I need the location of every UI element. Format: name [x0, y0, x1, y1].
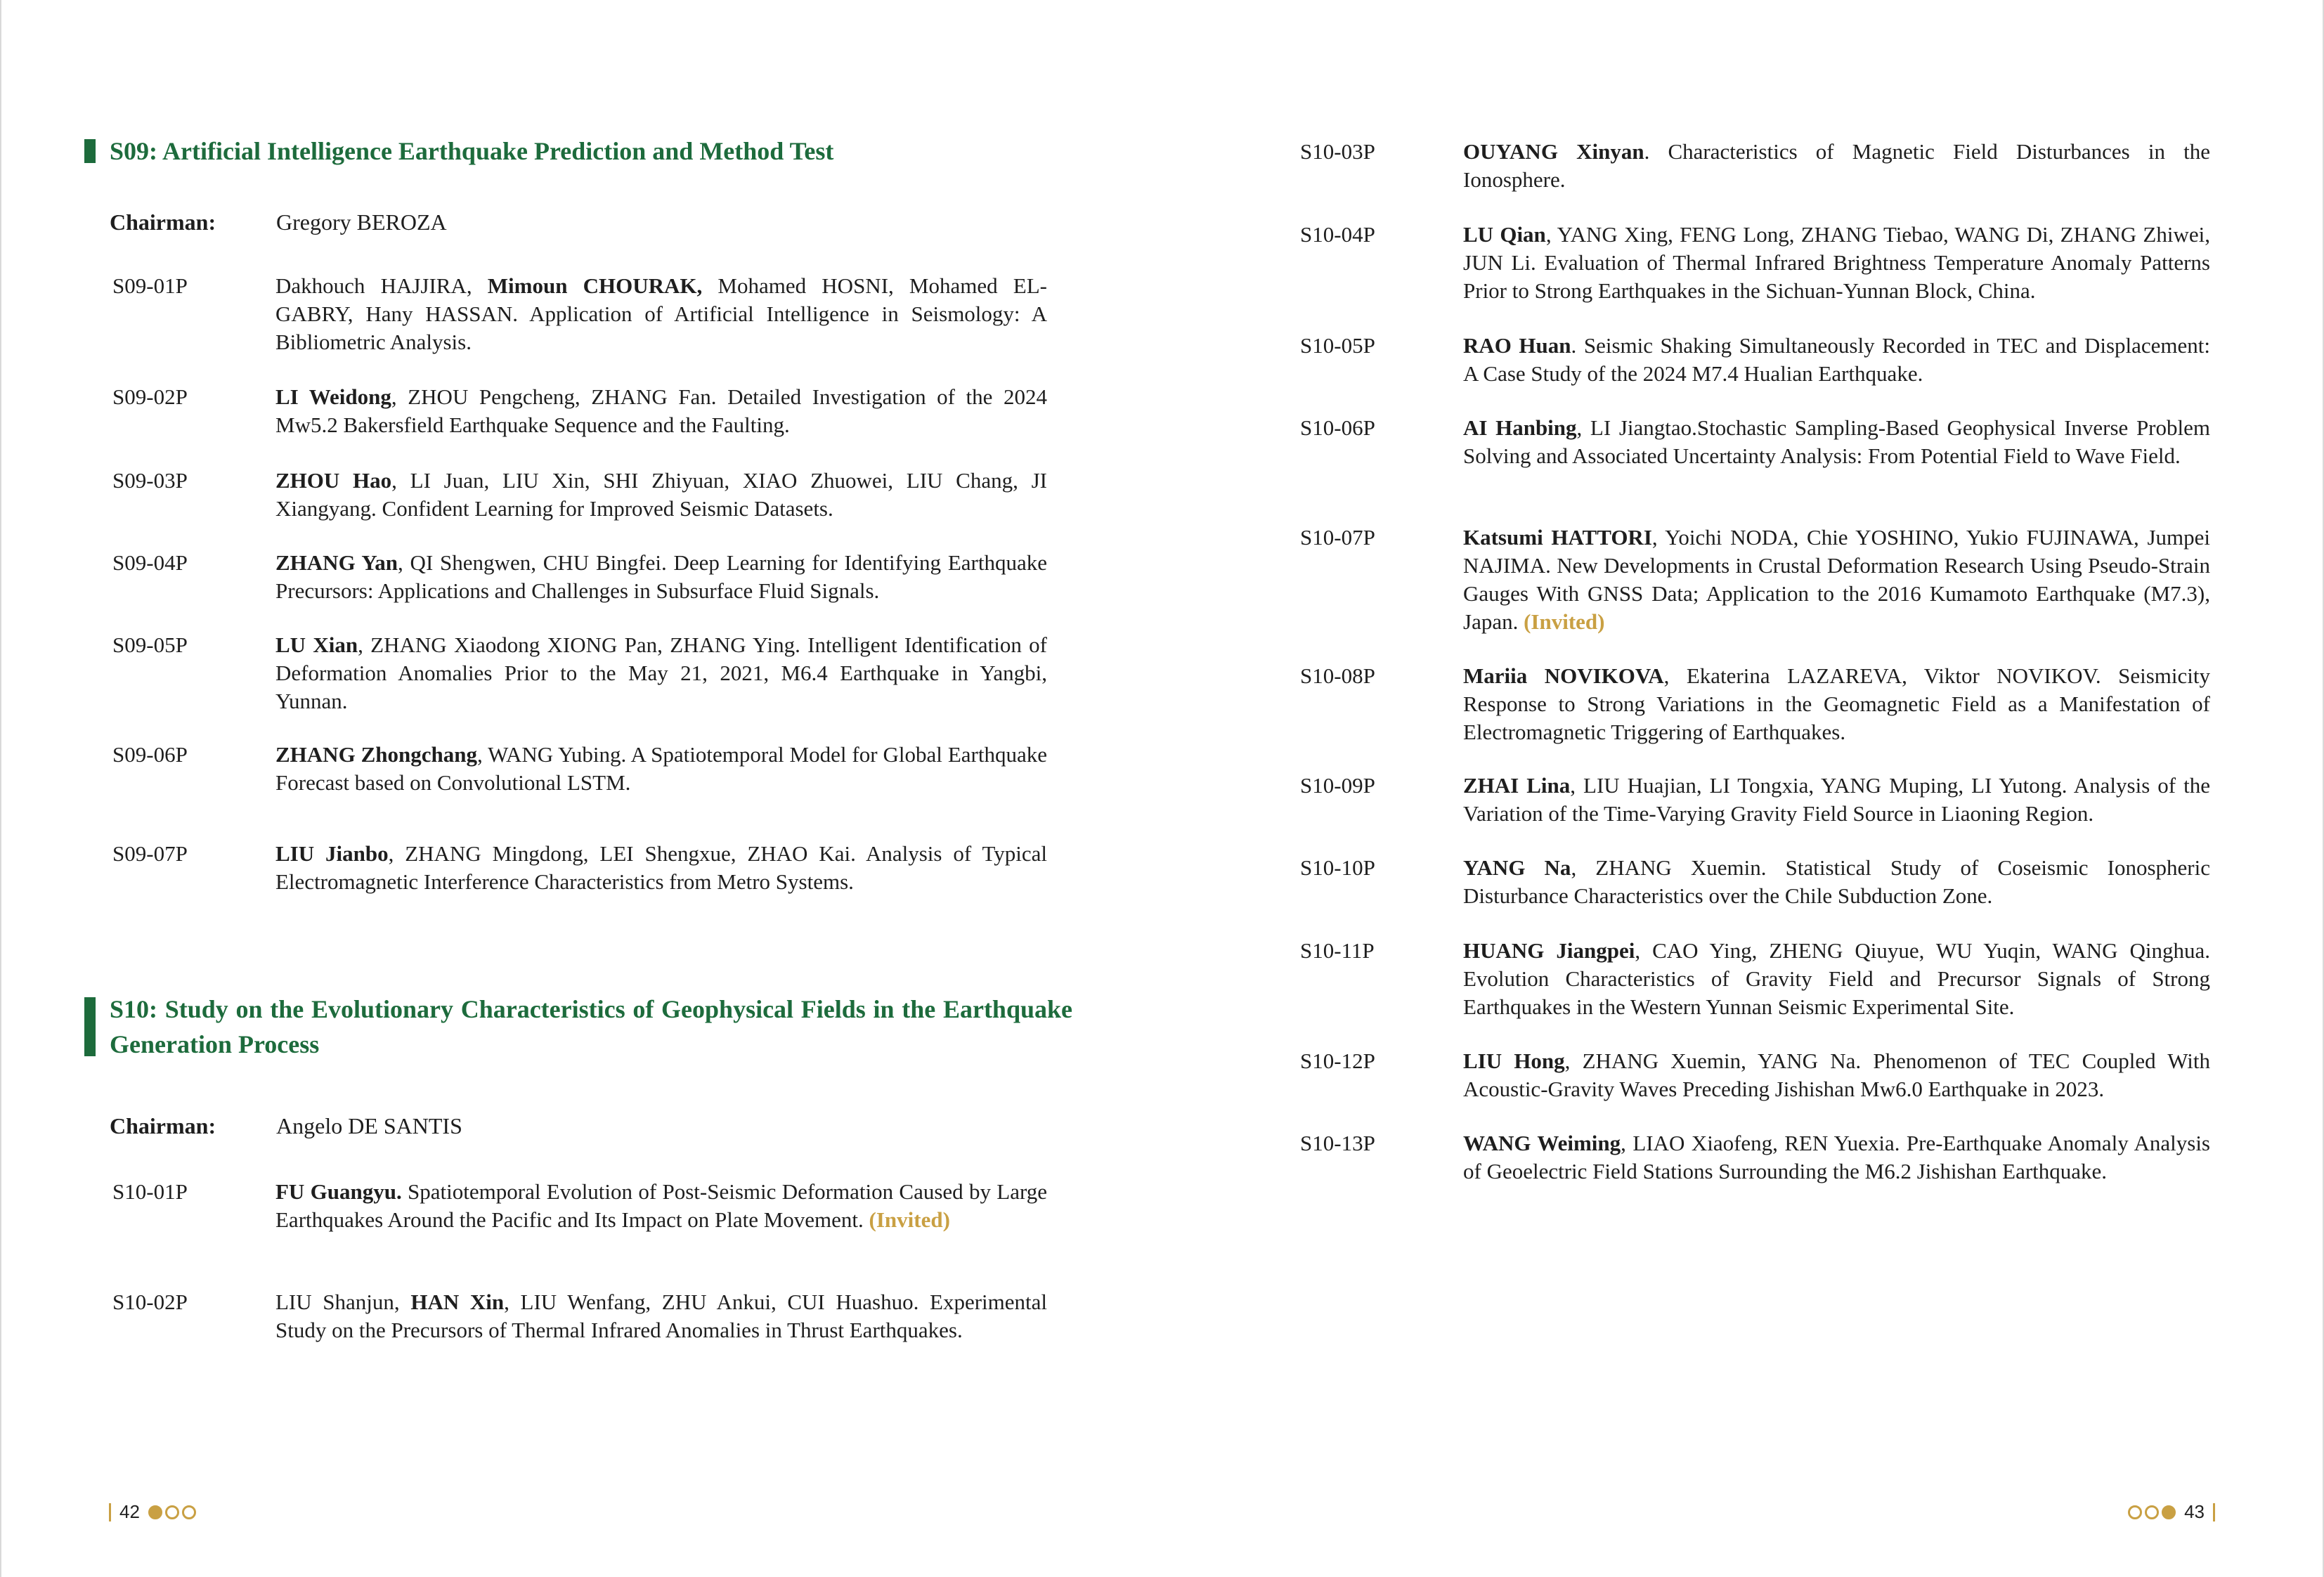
abstract-title: Spatiotemporal Evolution of Post-Seismic Deformation Caused by Large Earthquakes Around the Pacific and Its Impact on Plate Movement.	[275, 1179, 1047, 1232]
abstract-entry	[110, 549, 1047, 605]
abstract-text	[1463, 937, 2210, 1021]
abstract-code: S09-06P	[112, 742, 188, 767]
footer-bar	[2213, 1503, 2215, 1521]
abstract-code: S10-01P	[112, 1179, 188, 1204]
abstract-text	[275, 1288, 1047, 1344]
presenting-author: ZHANG Yan	[275, 550, 398, 575]
abstract-code: S10-11P	[1300, 938, 1375, 963]
abstract-code: S10-02P	[112, 1290, 188, 1314]
abstract-entry	[1297, 524, 2210, 636]
abstract-text	[275, 741, 1047, 797]
abstract-text	[1463, 772, 2210, 828]
page-footer-right	[2128, 1501, 2215, 1523]
abstract-title: , LI Jiangtao.Stochastic Sampling-Based Geophysical Inverse Problem Solving and Associated Uncertainty Analysis: From Potential Field to Wave Field.	[1463, 415, 2210, 468]
page-number: 43	[2184, 1501, 2205, 1522]
presenting-author: HAN Xin	[410, 1290, 505, 1314]
dot-icon	[2145, 1505, 2159, 1519]
abstract-title: , ZHANG Xuemin, YANG Na. Phenomenon of TEC Coupled With Acoustic-Gravity Waves Preceding Jishishan Mw6.0 Earthquake in 2023.	[1463, 1049, 2210, 1101]
abstract-entry	[1297, 937, 2210, 1021]
chairman-label: Chairman:	[110, 209, 216, 235]
abstract-title: Mohamed HOSNI, Mohamed EL-GABRY, Hany HASSAN. Application of Artificial Intelligence in Seismology: A Bibliometric Analysis.	[275, 273, 1047, 354]
abstract-entry	[1297, 138, 2210, 194]
abstract-entry	[1297, 332, 2210, 388]
abstract-code: S10-03P	[1300, 139, 1375, 164]
presenting-author: Katsumi HATTORI	[1463, 525, 1652, 550]
abstract-text	[1463, 221, 2210, 305]
abstract-code: S10-09P	[1300, 773, 1375, 798]
presenting-author: ZHANG Zhongchang	[275, 742, 478, 767]
author-list: LIU Shanjun,	[275, 1290, 411, 1314]
footer-dots	[2128, 1505, 2176, 1519]
presenting-author: FU Guangyu.	[275, 1179, 402, 1204]
presenting-author: LIU Hong	[1463, 1049, 1565, 1073]
abstract-code: S09-07P	[112, 841, 188, 866]
section-title-text: S10: Study on the Evolutionary Characteristics of Geophysical Fields in the Earthquake Generation Process	[110, 995, 1072, 1058]
abstract-title: . Seismic Shaking Simultaneously Recorded in TEC and Displacement: A Case Study of the 2024 M7.4 Hualian Earthquake.	[1463, 333, 2210, 386]
abstract-text	[1463, 414, 2210, 470]
presenting-author: LIU Jianbo	[275, 841, 389, 866]
section-title-text: S09: Artificial Intelligence Earthquake Prediction and Method Test	[110, 137, 834, 165]
abstract-title: , Ekaterina LAZAREVA, Viktor NOVIKOV. Seismicity Response to Strong Variations in the Geomagnetic Field as a Manifestation of Electromagnetic Triggering of Earthquakes.	[1463, 663, 2210, 744]
abstract-entry	[1297, 414, 2210, 470]
abstract-code: S09-02P	[112, 384, 188, 409]
abstract-title: , LI Juan, LIU Xin, SHI Zhiyuan, XIAO Zhuowei, LIU Chang, JI Xiangyang. Confident Learning for Improved Seismic Datasets.	[275, 468, 1048, 521]
chairman-row	[110, 208, 1047, 236]
abstract-code: S10-05P	[1300, 333, 1375, 358]
abstract-entry	[110, 272, 1047, 356]
abstract-code: S09-05P	[112, 632, 188, 657]
abstract-title: , ZHANG Xiaodong XIONG Pan, ZHANG Ying. Intelligent Identification of Deformation Anomalies Prior to the May 21, 2021, M6.4 Earthquake in Yangbi, Yunnan.	[275, 632, 1047, 713]
dot-icon	[148, 1505, 162, 1519]
abstract-text	[1463, 1047, 2210, 1103]
abstract-title: , LIAO Xiaofeng, REN Yuexia. Pre-Earthquake Anomaly Analysis of Geoelectric Field Stations Surrounding the M6.2 Jishishan Earthquake.	[1463, 1131, 2210, 1183]
abstract-title: , Yoichi NODA, Chie YOSHINO, Yukio FUJINAWA, Jumpei NAJIMA. New Developments in Crustal Deformation Research Using Pseudo-Strain Gauges With GNSS Data; Application to the 2016 Kumamoto Earthquake (M7.3), Japan.	[1463, 525, 2211, 634]
abstract-code: S10-10P	[1300, 855, 1375, 880]
abstract-text	[275, 467, 1047, 523]
abstract-text	[275, 1178, 1047, 1234]
abstract-title: , ZHANG Xuemin. Statistical Study of Coseismic Ionospheric Disturbance Characteristics over the Chile Subduction Zone.	[1463, 855, 2210, 908]
abstract-entry	[110, 631, 1047, 715]
presenting-author: RAO Huan	[1463, 333, 1571, 358]
footer-dots	[148, 1505, 196, 1519]
abstract-text	[1463, 138, 2210, 194]
abstract-entry	[110, 383, 1047, 439]
presenting-author: HUANG Jiangpei	[1463, 938, 1635, 963]
abstract-code: S10-12P	[1300, 1049, 1375, 1073]
abstract-title: , LIU Wenfang, ZHU Ankui, CUI Huashuo. Experimental Study on the Precursors of Thermal Infrared Anomalies in Thrust Earthquakes.	[275, 1290, 1047, 1342]
abstract-entry	[110, 1178, 1047, 1234]
section-marker	[84, 997, 96, 1056]
abstract-text	[275, 383, 1047, 439]
presenting-author: ZHOU Hao	[275, 468, 392, 493]
abstract-title: , WANG Yubing. A Spatiotemporal Model for Global Earthquake Forecast based on Convolutional LSTM.	[275, 742, 1047, 795]
abstract-title: , ZHOU Pengcheng, ZHANG Fan. Detailed Investigation of the 2024 Mw5.2 Bakersfield Earthquake Sequence and the Faulting.	[275, 384, 1047, 437]
chairman-name: Gregory BEROZA	[276, 209, 447, 235]
dot-icon	[182, 1505, 196, 1519]
abstract-code: S10-07P	[1300, 525, 1375, 550]
abstract-title: , YANG Xing, FENG Long, ZHANG Tiebao, WANG Di, ZHANG Zhiwei, JUN Li. Evaluation of Thermal Infrared Brightness Temperature Anomaly Patterns Prior to Strong Earthquakes in the Sichuan-Yunnan Block, China.	[1463, 222, 2210, 303]
presenting-author: AI Hanbing	[1463, 415, 1577, 440]
presenting-author: LU Qian	[1463, 222, 1546, 247]
presenting-author: LI Weidong	[275, 384, 391, 409]
abstract-entry	[110, 840, 1047, 896]
invited-tag: (Invited)	[1524, 609, 1605, 634]
section-marker	[84, 139, 96, 163]
abstract-text	[1463, 854, 2210, 910]
abstract-text	[275, 272, 1047, 356]
abstract-code: S09-03P	[112, 468, 188, 493]
abstract-code: S10-08P	[1300, 663, 1375, 688]
abstract-code: S10-06P	[1300, 415, 1375, 440]
dot-icon	[165, 1505, 179, 1519]
abstract-entry	[110, 1288, 1047, 1344]
presenting-author: Mimoun CHOURAK,	[487, 273, 703, 298]
presenting-author: ZHAI Lina	[1463, 773, 1571, 798]
abstract-title: , QI Shengwen, CHU Bingfei. Deep Learning for Identifying Earthquake Precursors: Applications and Challenges in Subsurface Fluid Signals.	[275, 550, 1047, 603]
abstract-text	[275, 549, 1047, 605]
page-number: 42	[119, 1501, 140, 1522]
abstract-title: , CAO Ying, ZHENG Qiuyue, WU Yuqin, WANG Qinghua. Evolution Characteristics of Gravity Field and Precursor Signals of Strong Earthquakes in the Western Yunnan Seismic Experimental Site.	[1463, 938, 2210, 1019]
chairman-name: Angelo DE SANTIS	[276, 1113, 462, 1138]
abstract-entry	[1297, 854, 2210, 910]
abstract-text	[275, 840, 1047, 896]
page-footer-left	[109, 1501, 196, 1523]
chairman-label: Chairman:	[110, 1113, 216, 1138]
abstract-entry	[1297, 221, 2210, 305]
footer-bar	[109, 1503, 111, 1521]
section-title-s10	[84, 992, 1072, 1062]
left-page-edge	[0, 0, 1, 1577]
author-list: Dakhouch HAJJIRA,	[275, 273, 488, 298]
abstract-code: S09-01P	[112, 273, 188, 298]
abstract-code: S09-04P	[112, 550, 188, 575]
chairman-row	[110, 1112, 1047, 1140]
abstract-entry	[1297, 772, 2210, 828]
presenting-author: Mariia NOVIKOVA	[1463, 663, 1664, 688]
invited-tag: (Invited)	[869, 1207, 950, 1232]
dot-icon	[2128, 1505, 2142, 1519]
abstract-title: , LIU Huajian, LI Tongxia, YANG Muping, LI Yutong. Analysis of the Variation of the Time-Varying Gravity Field Source in Liaoning Region.	[1463, 773, 2210, 826]
presenting-author: WANG Weiming	[1463, 1131, 1621, 1155]
presenting-author: YANG Na	[1463, 855, 1571, 880]
section-title-s09	[84, 134, 1072, 169]
abstract-code: S10-13P	[1300, 1131, 1375, 1155]
abstract-text	[1463, 662, 2210, 746]
dot-icon	[2162, 1505, 2176, 1519]
abstract-title: , ZHANG Mingdong, LEI Shengxue, ZHAO Kai. Analysis of Typical Electromagnetic Interference Characteristics from Metro Systems.	[275, 841, 1047, 894]
presenting-author: LU Xian	[275, 632, 358, 657]
abstract-text	[275, 631, 1047, 715]
abstract-entry	[1297, 1129, 2210, 1186]
abstract-entry	[110, 741, 1047, 797]
abstract-title: . Characteristics of Magnetic Field Disturbances in the Ionosphere.	[1463, 139, 2210, 192]
presenting-author: OUYANG Xinyan	[1463, 139, 1644, 164]
abstract-entry	[1297, 662, 2210, 746]
abstract-entry	[1297, 1047, 2210, 1103]
abstract-text	[1463, 524, 2210, 636]
abstract-text	[1463, 1129, 2210, 1186]
abstract-text	[1463, 332, 2210, 388]
abstract-code: S10-04P	[1300, 222, 1375, 247]
abstract-entry	[110, 467, 1047, 523]
